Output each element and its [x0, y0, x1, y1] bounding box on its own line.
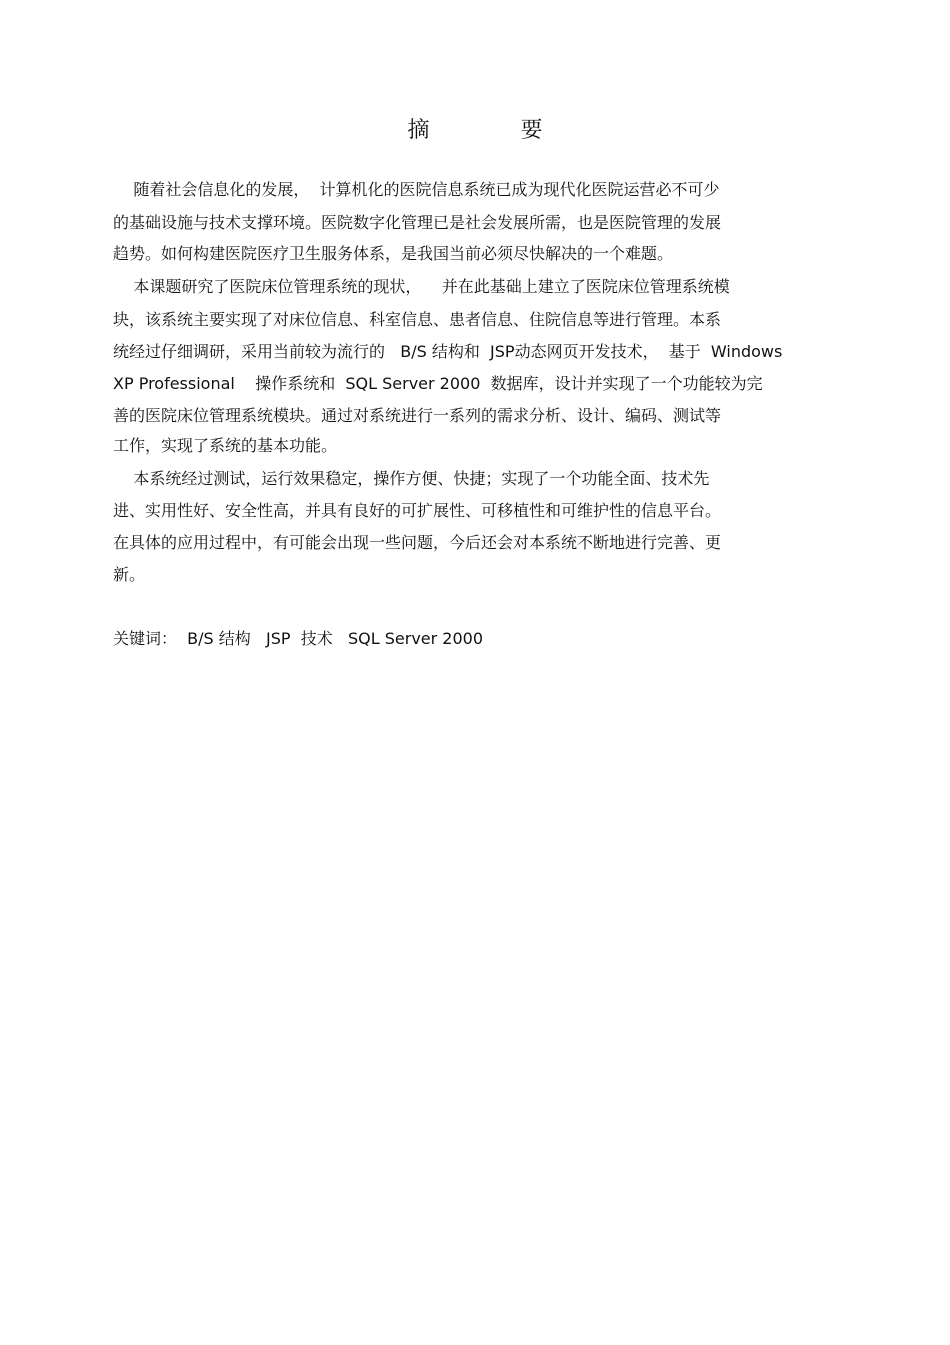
abstract-line-7: XP Professional 操作系统和 SQL Server 2000 数据库，设计并实现了一个功能较为完 [113, 374, 763, 393]
abstract-line-6: 统经过仔细调研，采用当前较为流行的 B/S 结构和 JSP动态网页开发技术， 基于 Windows [113, 342, 783, 361]
abstract-line-4: 本课题研究了医院床位管理系统的现状， 并在此基础上建立了医院床位管理系统模 [113, 277, 730, 296]
abstract-line-2: 的基础设施与技术支撑环境。医院数字化管理已是社会发展所需，也是医院管理的发展 [113, 213, 722, 232]
abstract-line-1: 随着社会信息化的发展， 计算机化的医院信息系统已成为现代化医院运营必不可少 [113, 180, 720, 199]
abstract-line-5: 块，该系统主要实现了对床位信息、科室信息、患者信息、住院信息等进行管理。本系 [113, 310, 722, 329]
abstract-line-3: 趋势。如何构建医院医疗卫生服务体系，是我国当前必须尽快解决的一个难题。 [113, 244, 674, 263]
keywords-line: 关键词： B/S 结构 JSP 技术 SQL Server 2000 [113, 629, 484, 648]
abstract-line-8: 善的医院床位管理系统模块。通过对系统进行一系列的需求分析、设计、编码、测试等 [113, 406, 722, 425]
abstract-line-11: 进、实用性好、安全性高，并具有良好的可扩展性、可移植性和可维护性的信息平台。 [113, 501, 722, 520]
abstract-line-9: 工作，实现了系统的基本功能。 [113, 436, 338, 455]
abstract-title: 摘 要 [407, 118, 585, 143]
abstract-line-10: 本系统经过测试，运行效果稳定，操作方便、快捷；实现了一个功能全面、技术先 [113, 469, 710, 488]
abstract-line-13: 新。 [113, 565, 146, 584]
abstract-line-12: 在具体的应用过程中，有可能会出现一些问题，今后还会对本系统不断地进行完善、更 [113, 533, 722, 552]
